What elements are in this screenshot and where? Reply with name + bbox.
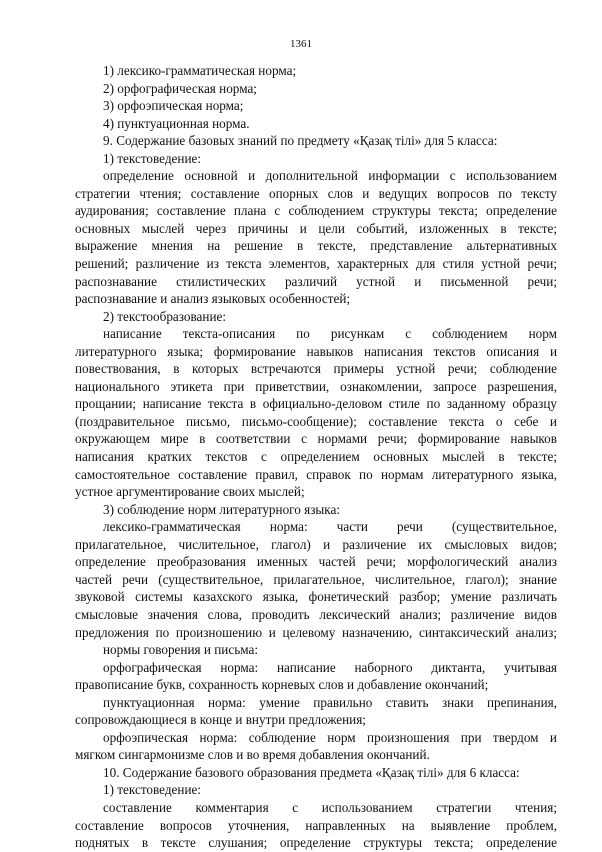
text-line: распознавание стилистических различий устной и письменной речи;: [75, 273, 557, 289]
text-line: прилагательное, числительное, глагол) и различение их смысловых видов;: [75, 536, 557, 552]
text-line: аудирования; составление плана с соблюдением структуры текста; определение: [75, 203, 557, 219]
text-line: 2) орфографическая норма;: [103, 80, 257, 96]
text-line: основных мыслей через причины и цели событий, изложенных в тексте;: [75, 220, 557, 236]
text-line: частей речи (существительное, прилагательное, числительное, глагол); знание: [75, 571, 557, 587]
text-line: (поздравительное письмо, письмо-сообщение); составление текста о себе и: [75, 413, 557, 429]
text-line: прощании; написание текста в официально-деловом стиле по заданному образцу: [75, 396, 557, 412]
text-line: мягком сингармонизме слов и во время добавления окончаний.: [75, 747, 430, 763]
text-line: литературного языка; формирование навыков написания текстов описания и: [75, 343, 557, 359]
text-line: составление вопросов уточнения, направленных на выявление проблем,: [75, 817, 557, 833]
text-line: предложения по произношению и целевому назначению, синтаксический анализ;: [75, 624, 557, 640]
text-line: 1) текстоведение:: [103, 150, 202, 166]
text-line: правописание букв, сохранность корневых слов и добавление окончаний;: [75, 677, 489, 693]
text-line: смысловые значения слова, проводить лексический анализ; различение видов: [75, 606, 557, 622]
text-line: 1) лексико-грамматическая норма;: [103, 63, 297, 78]
text-line: написания кратких текстов с определением основных мыслей в тексте;: [75, 449, 557, 465]
text-line: 2) текстообразование:: [103, 308, 227, 324]
text-line: 10. Содержание базового образования предмета «Қазақ тілі» для 6 класса:: [103, 764, 520, 780]
text-line: поднятых в тексте слушания; определение структуры текста; определение: [75, 835, 557, 851]
text-line: решений; различение из текста элементов, характерных для стиля устной речи;: [75, 256, 557, 272]
text-line: орфоэпическая норма: соблюдение норм произношения при твердом и: [103, 729, 557, 745]
text-line: самостоятельное составление правил, справок по нормам литературного языка,: [75, 466, 557, 482]
text-line: 3) соблюдение норм литературного языка:: [103, 501, 341, 517]
text-line: сопровождающиеся в конце и внутри предложения;: [75, 712, 366, 728]
document-body: [75, 62, 557, 852]
text-line: окружающем мире в соответствии с нормами речи; формирование навыков: [75, 431, 557, 447]
text-line: 4) пунктуационная норма.: [103, 115, 250, 131]
text-line: выражение мнения на решение в тексте, представление альтернативных: [75, 238, 557, 254]
text-line: нормы говорения и письма:: [103, 642, 258, 658]
page-number: 1361: [290, 38, 312, 50]
text-line: 3) орфоэпическая норма;: [103, 98, 244, 114]
text-line: лексико-грамматическая норма: части речи (существительное,: [103, 519, 557, 535]
text-line: стратегии чтения; составление опорных слов и ведущих вопросов по тексту: [75, 185, 557, 201]
text-line: 9. Содержание базовых знаний по предмету «Қазақ тілі» для 5 класса:: [103, 133, 498, 149]
text-line: звуковой системы казахского языка, фонетический разбор; умение различать: [75, 589, 557, 605]
text-line: устное аргументирование своих мыслей;: [75, 484, 305, 500]
text-line: национального этикета при приветствии, ознакомлении, запросе разрешения,: [75, 378, 557, 394]
text-line: определение основной и дополнительной информации с использованием: [103, 168, 557, 184]
text-line: написание текста-описания по рисункам с соблюдением норм: [103, 326, 557, 342]
text-line: повествования, в которых встречаются примеры устной речи; соблюдение: [75, 361, 557, 377]
text-line: пунктуационная норма: умение правильно ставить знаки препинания,: [103, 694, 557, 710]
text-line: распознавание и анализ языковых особенностей;: [75, 291, 351, 307]
text-line: орфографическая норма: написание наборного диктанта, учитывая: [103, 659, 557, 675]
text-line: определение преобразования именных частей речи; морфологический анализ: [75, 554, 557, 570]
text-line: составление комментария с использованием стратегии чтения;: [103, 799, 557, 815]
text-line: 1) текстоведение:: [103, 782, 202, 798]
